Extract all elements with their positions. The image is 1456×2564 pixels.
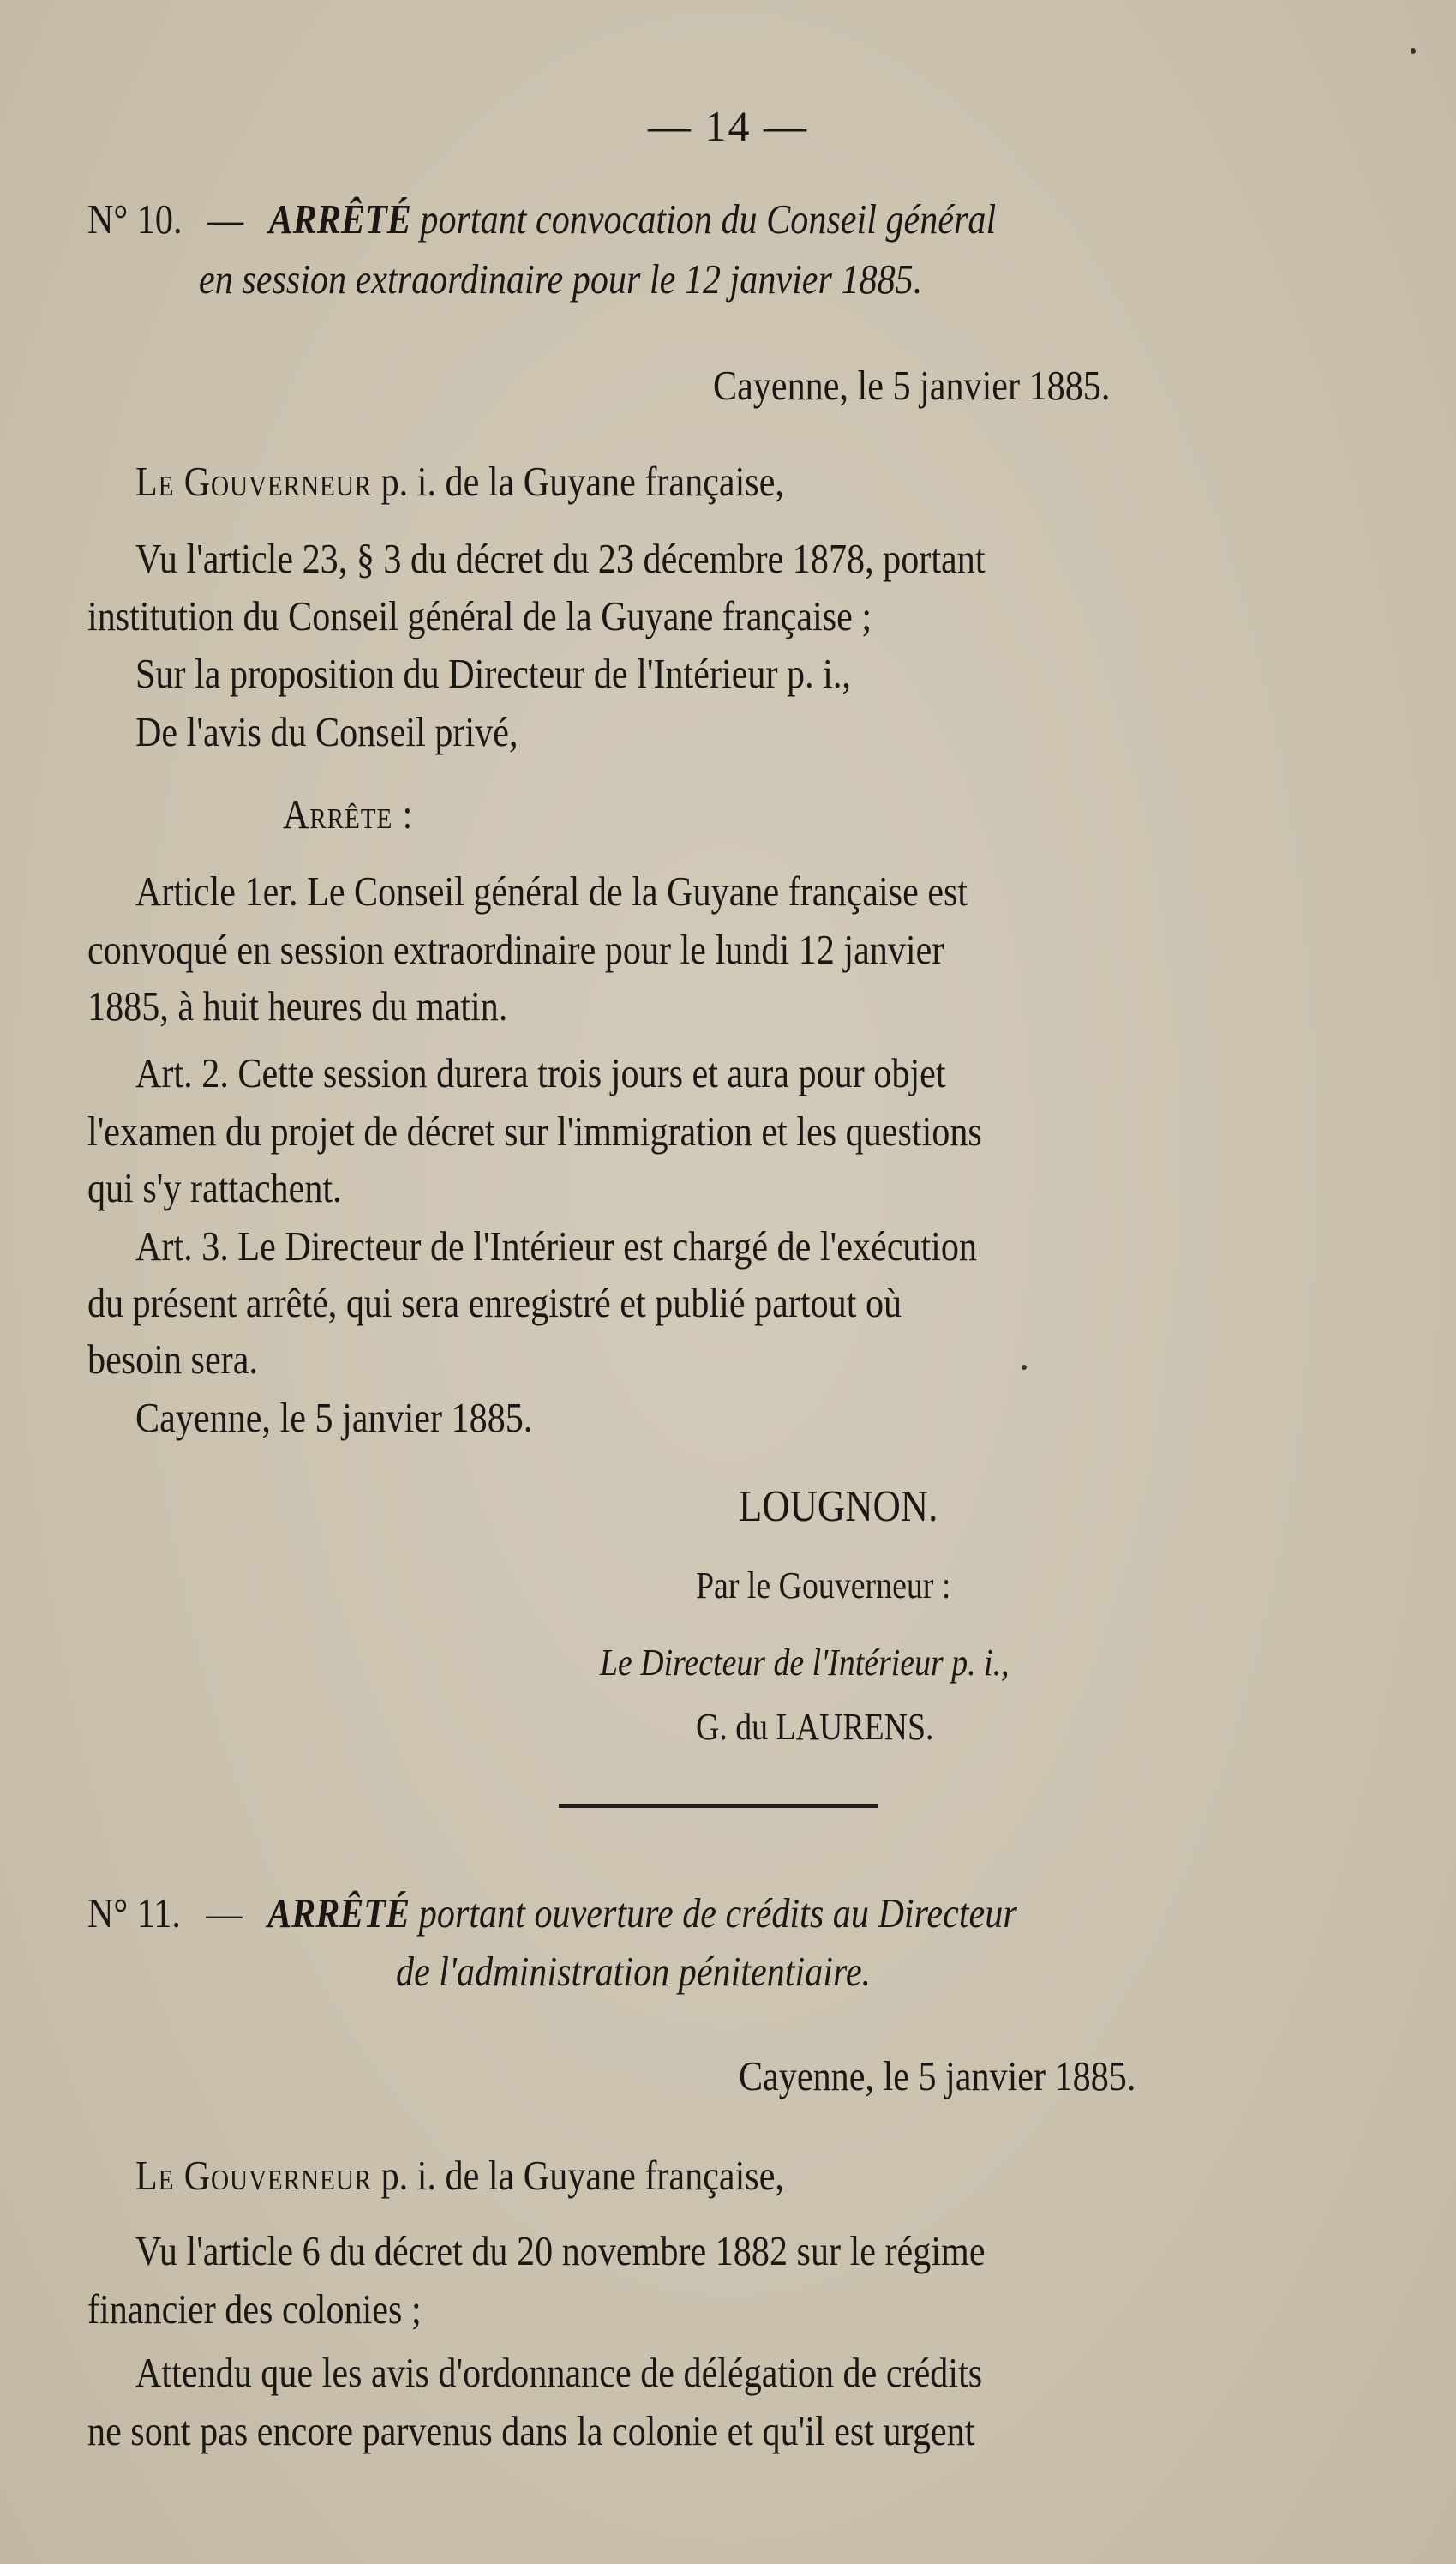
decree-10-vu-line-1: Vu l'article 23, § 3 du décret du 23 décembre 1878, portant (135, 535, 986, 582)
decree-10-art1-line-2: convoqué en session extraordinaire pour le lundi 12 janvier (87, 926, 944, 973)
decree-10-art3-line-3: besoin sera. (87, 1336, 258, 1383)
decree-10-date: Cayenne, le 5 janvier 1885. (713, 362, 1111, 409)
heading-dash: — (207, 195, 244, 243)
decree-10-governor-line (135, 456, 784, 507)
decree-10-art2-line-1: Art. 2. Cette session durera trois jours et aura pour objet (135, 1049, 946, 1096)
decree-11-vu-line-1: Vu l'article 6 du décret du 20 novembre 1882 sur le régime (135, 2227, 986, 2274)
heading-dash: — (206, 1889, 243, 1937)
decree-10-countersignature: G. du LAURENS. (696, 1706, 934, 1748)
decree-10-directeur-title: Le Directeur de l'Intérieur p. i., (600, 1642, 1010, 1684)
decree-10-arrete: Arrête : (283, 790, 414, 838)
decree-10-art3-line-2: du présent arrêté, qui sera enregistré et publié partout où (87, 1279, 902, 1326)
page-number: — 14 — (648, 102, 808, 150)
decree-11-date: Cayenne, le 5 janvier 1885. (739, 2052, 1136, 2099)
decree-11-number: N° 11. (87, 1889, 181, 1937)
decree-10-keyword: ARRÊTÉ (268, 195, 411, 243)
decree-10-art2-line-2: l'examen du projet de décret sur l'immigration et les questions (87, 1108, 982, 1155)
decree-10-avis-line: De l'avis du Conseil privé, (135, 708, 518, 755)
decree-10-art2-line-3: qui s'y rattachent. (87, 1164, 342, 1211)
governor-rest: p. i. de la Guyane française, (380, 2152, 784, 2199)
decree-10-title-part-1: portant convocation du Conseil général (420, 195, 997, 243)
governor-title: Le Gouverneur (135, 2152, 373, 2199)
decree-11-attendu-line-2: ne sont pas encore parvenus dans la colonie et qu'il est urgent (87, 2407, 975, 2454)
decree-10-closing-date: Cayenne, le 5 janvier 1885. (135, 1394, 533, 1441)
decree-10-art1-line-1: Article 1er. Le Conseil général de la Guyane française est (135, 868, 968, 915)
decree-11-heading-line-1 (87, 1888, 1017, 1939)
decree-10-number: N° 10. (87, 195, 183, 243)
decree-11-title-part-2: de l'administration pénitentiaire. (396, 1948, 872, 1995)
decree-10-par-le-gouverneur: Par le Gouverneur : (696, 1564, 951, 1606)
decree-10-title-part-2: en session extraordinaire pour le 12 janvier 1885. (199, 255, 923, 303)
decree-10-vu-line-2: institution du Conseil général de la Guyane française ; (87, 592, 872, 639)
decree-10-art3-line-1: Art. 3. Le Directeur de l'Intérieur est chargé de l'exécution (135, 1222, 978, 1270)
governor-rest: p. i. de la Guyane française, (380, 458, 784, 505)
governor-title: Le Gouverneur (135, 458, 373, 505)
decree-11-vu-line-2: financier des colonies ; (87, 2285, 422, 2333)
decree-11-keyword: ARRÊTÉ (267, 1889, 410, 1937)
decree-10-art1-line-3: 1885, à huit heures du matin. (87, 982, 508, 1030)
decree-11-attendu-line-1: Attendu que les avis d'ordonnance de délégation de crédits (135, 2349, 983, 2396)
decree-11-title-part-1: portant ouverture de crédits au Directeur (418, 1889, 1017, 1937)
paper-speck (1022, 1365, 1027, 1370)
decree-10-sur-line: Sur la proposition du Directeur de l'Intérieur p. i., (135, 650, 851, 697)
decree-11-governor-line (135, 2150, 784, 2201)
decree-10-signature: LOUGNON. (739, 1482, 938, 1531)
paper-speck (1411, 48, 1416, 54)
decree-10-heading-line-1 (87, 194, 996, 245)
section-divider-rule (559, 1804, 878, 1808)
